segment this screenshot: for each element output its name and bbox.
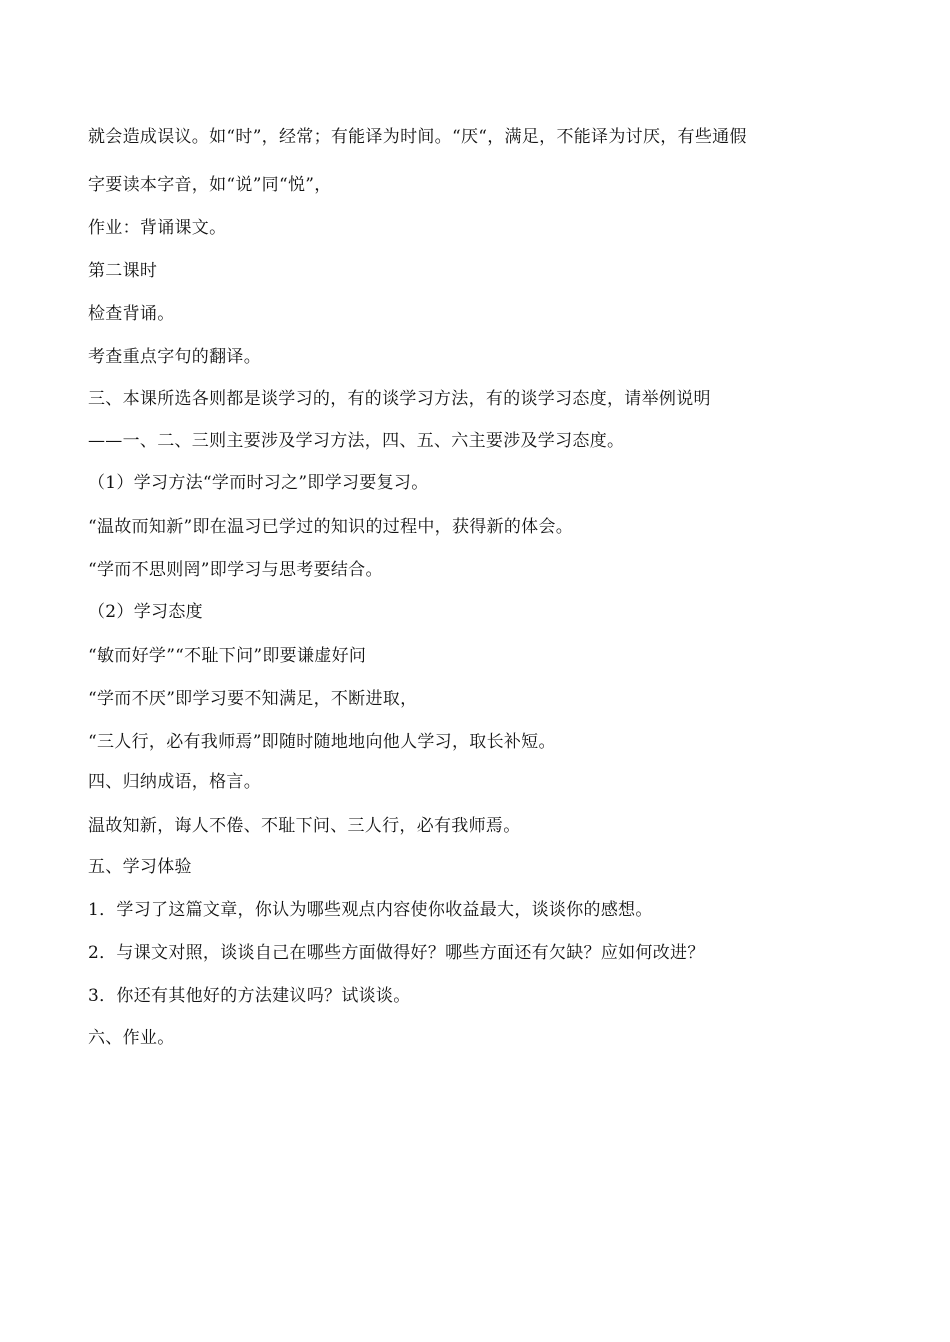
never-satisfied-line: “学而不厌”即学习要不知满足，不断进取， [88,689,418,709]
section-four-heading: 四、归纳成语，格言。 [88,772,261,792]
question-3: 3．你还有其他好的方法建议吗？试谈谈。 [88,986,411,1006]
section-five-heading: 五、学习体验 [88,857,192,877]
section-heading-second-lesson: 第二课时 [88,261,158,281]
paragraph-line-1: 就会造成误议。如“时”，经常；有能译为时间。“厌“，满足，不能译为讨厌，有些通假 [88,127,747,147]
study-method-line: （1）学习方法“学而时习之”即学习要复习。 [88,473,429,493]
study-attitude-heading: （2）学习态度 [88,602,203,622]
check-recitation-line: 检查背诵。 [88,304,175,324]
translation-check-line: 考查重点字句的翻译。 [88,347,261,367]
humble-ask-line: “敏而好学”“不耻下问”即要谦虚好问 [88,646,367,666]
section-three-answer: ——一、二、三则主要涉及学习方法，四、五、六主要涉及学习态度。 [88,431,625,451]
homework-line: 作业：背诵课文。 [88,218,227,238]
review-knowledge-line: “温故而知新”即在温习已学过的知识的过程中，获得新的体会。 [88,517,574,537]
question-1: 1．学习了这篇文章，你认为哪些观点内容使你收益最大，谈谈你的感想。 [88,900,653,920]
three-people-line: “三人行，必有我师焉”即随时随地地向他人学习，取长补短。 [88,732,556,752]
idioms-line: 温故知新，诲人不倦、不耻下问、三人行，必有我师焉。 [88,816,521,836]
section-three-heading: 三、本课所选各则都是谈学习的，有的谈学习方法，有的谈学习态度，请举例说明 [88,389,711,409]
section-six-heading: 六、作业。 [88,1028,175,1048]
paragraph-line-2: 字要读本字音，如“说”同“悦”， [88,175,332,195]
learn-think-line: “学而不思则罔”即学习与思考要结合。 [88,560,383,580]
question-2: 2．与课文对照，谈谈自己在哪些方面做得好？哪些方面还有欠缺？应如何改进？ [88,943,705,963]
